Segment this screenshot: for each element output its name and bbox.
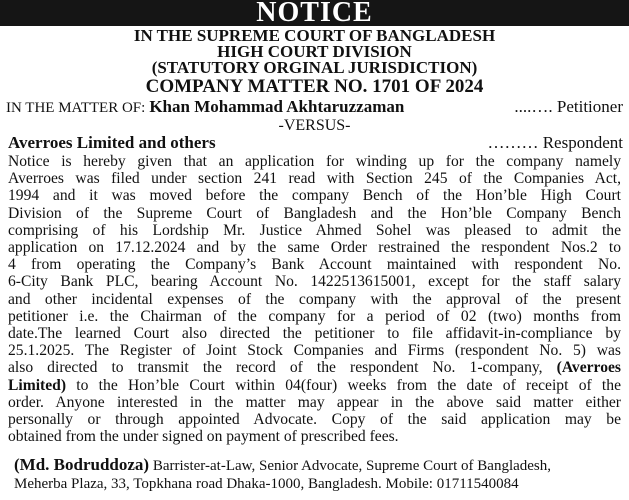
respondent-name: Averroes Limited and others: [8, 133, 216, 152]
company-name-bold: Limited): [8, 376, 67, 394]
body-line: order. Anyone interested in the matter may appear in the above said matter either: [8, 393, 621, 411]
court-name: IN THE SUPREME COURT OF BANGLADESH: [133, 26, 496, 45]
jurisdiction: (STATUTORY ORGINAL JURISDICTION): [151, 58, 478, 77]
advocate-line-1: [14, 456, 614, 475]
body-line-last: obtained from the under signed on payment of prescribed fees.: [8, 428, 399, 446]
body-line: Notice is hereby given that an application for winding up for the company namely: [8, 153, 621, 170]
body-line: application on 17.12.2024 and by the same Order restrained the respondent Nos.2 to: [8, 239, 621, 257]
body-line: 25.1.2025. The Register of Joint Stock Companies and Firms (respondent No. 5) was: [8, 342, 621, 360]
body-line: personally or through appointed Advocate. Copy of the said application may be: [8, 411, 621, 429]
body-line: Limited) to the Hon’ble Court within 04(four) weeks from the date of receipt of the: [8, 376, 621, 394]
matter-label: IN THE MATTER OF:: [6, 100, 146, 116]
advocate-name: (Md. Bodruddoza): [14, 455, 150, 474]
body-line: petitioner i.e. the Chairman of the company for a period of 02 (two) months from: [8, 307, 621, 325]
court-division: HIGH COURT DIVISION: [217, 42, 412, 61]
body-line: Averroes was filed under section 241 read with Section 245 of the Companies Act,: [8, 170, 621, 188]
company-matter-number: COMPANY MATTER NO. 1701 OF 2024: [145, 76, 484, 97]
body-line: Division of the Supreme Court of Bangladesh and the Hon’ble Company Bench: [8, 204, 621, 222]
respondent-role: ……… Respondent: [487, 133, 623, 152]
petitioner-role: ....…. Petitioner: [514, 97, 623, 116]
advocate-title: Barrister-at-Law, Senior Advocate, Supreme Court of Bangladesh,: [149, 458, 552, 474]
advocate-address: Meherba Plaza, 33, Topkhana road Dhaka-1000, Bangladesh. Mobile: 01711540084: [14, 476, 519, 492]
body-line: date.The learned Court also directed the petitioner to file affidavit-in-compliance by: [8, 325, 621, 343]
petitioner-name: Khan Mohammad Akhtaruzzaman: [149, 97, 405, 116]
matter-row: [6, 97, 623, 118]
body-line: 6-City Bank PLC, bearing Account No. 1422513615001, except for the staff salary: [8, 273, 621, 291]
body-line: 4 from operating the Company’s Bank Account maintained with respondent No.: [8, 256, 621, 274]
body-line: 1994 and it was moved before the company Bench of the Hon’ble High Court: [8, 187, 621, 205]
body-line: also directed to transmit the record of the respondent No. 1-company, (Averroes: [8, 359, 621, 377]
advocate-signature: [14, 456, 614, 493]
respondent-row: [8, 133, 623, 153]
body-line: and other incidental expenses of the company with the approval of the present: [8, 290, 621, 308]
versus-label: -VERSUS-: [278, 117, 351, 134]
body-line: comprising of his Lordship Mr. Justice Ahmed Sohel was pleased to admit the: [8, 221, 621, 239]
notice-banner: NOTICE: [0, 0, 629, 26]
notice-body: [8, 153, 621, 445]
company-name-bold: (Averroes: [556, 359, 621, 377]
